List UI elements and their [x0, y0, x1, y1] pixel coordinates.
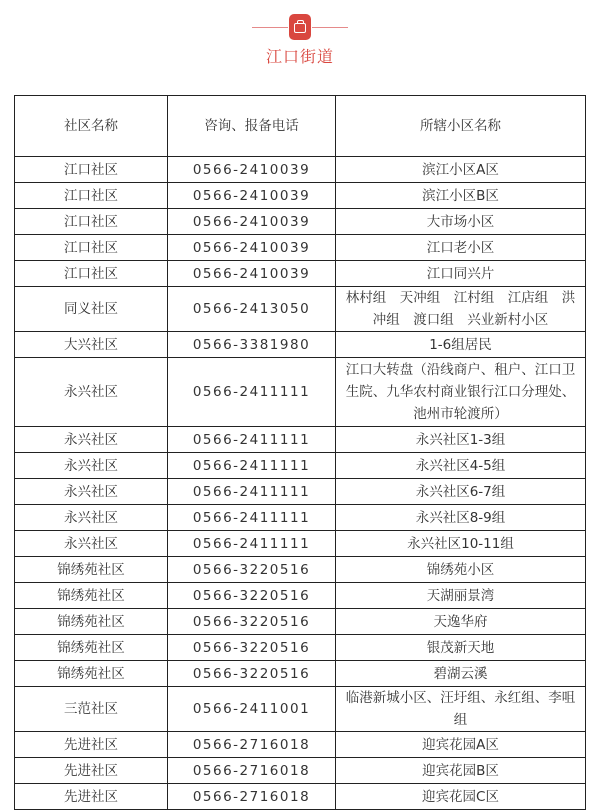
subdistrict-cell: 江口老小区	[336, 235, 586, 261]
phone-cell: 0566-3220516	[168, 557, 336, 583]
subdistrict-cell: 江口大转盘（沿线商户、租户、江口卫生院、九华农村商业银行江口分理处、池州市轮渡所）	[336, 358, 586, 427]
table-row	[15, 427, 586, 453]
subdistrict-cell: 永兴社区8-9组	[336, 505, 586, 531]
table-row	[15, 287, 586, 332]
phone-cell: 0566-2410039	[168, 261, 336, 287]
table-row	[15, 157, 586, 183]
community-name-cell: 同义社区	[15, 287, 168, 332]
community-name-cell: 大兴社区	[15, 332, 168, 358]
subdistrict-cell: 大市场小区	[336, 209, 586, 235]
community-name-cell: 永兴社区	[15, 453, 168, 479]
subdistrict-cell: 滨江小区B区	[336, 183, 586, 209]
table-row	[15, 531, 586, 557]
page-title: 江口街道	[265, 47, 334, 66]
community-name-cell: 永兴社区	[15, 505, 168, 531]
subdistrict-cell: 锦绣苑小区	[336, 557, 586, 583]
column-header-subdistricts: 所辖小区名称	[336, 96, 586, 157]
table-row	[15, 209, 586, 235]
community-name-cell: 先进社区	[15, 784, 168, 810]
table-row	[15, 758, 586, 784]
subdistrict-cell: 银茂新天地	[336, 635, 586, 661]
table-row	[15, 505, 586, 531]
community-name-cell: 江口社区	[15, 235, 168, 261]
table-row	[15, 661, 586, 687]
table-row	[15, 358, 586, 427]
table-row	[15, 332, 586, 358]
community-name-cell: 永兴社区	[15, 358, 168, 427]
phone-cell: 0566-3381980	[168, 332, 336, 358]
community-name-cell: 永兴社区	[15, 427, 168, 453]
table-header-row	[15, 96, 586, 157]
phone-cell: 0566-2410039	[168, 157, 336, 183]
phone-cell: 0566-2411001	[168, 687, 336, 732]
subdistrict-cell: 林村组 天冲组 江村组 江店组 洪冲组 渡口组 兴业新村小区	[336, 287, 586, 332]
community-name-cell: 锦绣苑社区	[15, 661, 168, 687]
community-name-cell: 锦绣苑社区	[15, 635, 168, 661]
community-name-cell: 永兴社区	[15, 479, 168, 505]
community-name-cell: 锦绣苑社区	[15, 583, 168, 609]
phone-cell: 0566-2410039	[168, 209, 336, 235]
community-name-cell: 先进社区	[15, 732, 168, 758]
subdistrict-cell: 碧湖云溪	[336, 661, 586, 687]
header-badge	[289, 14, 311, 40]
community-name-cell: 先进社区	[15, 758, 168, 784]
header-rule-right	[312, 27, 348, 28]
table-row	[15, 583, 586, 609]
subdistrict-cell: 天逸华府	[336, 609, 586, 635]
phone-cell: 0566-2411111	[168, 453, 336, 479]
community-name-cell: 锦绣苑社区	[15, 609, 168, 635]
table-row	[15, 635, 586, 661]
subdistrict-cell: 永兴社区4-5组	[336, 453, 586, 479]
community-contact-table	[14, 95, 586, 810]
community-name-cell: 江口社区	[15, 209, 168, 235]
phone-cell: 0566-2411111	[168, 358, 336, 427]
subdistrict-cell: 天湖丽景湾	[336, 583, 586, 609]
header-rule-left	[252, 27, 288, 28]
subdistrict-cell: 迎宾花园B区	[336, 758, 586, 784]
subdistrict-cell: 1-6组居民	[336, 332, 586, 358]
table-row	[15, 261, 586, 287]
table-row	[15, 183, 586, 209]
table-row	[15, 732, 586, 758]
building-icon	[294, 23, 306, 33]
table-row	[15, 687, 586, 732]
column-header-community: 社区名称	[15, 96, 168, 157]
community-name-cell: 江口社区	[15, 261, 168, 287]
phone-cell: 0566-3220516	[168, 583, 336, 609]
community-name-cell: 江口社区	[15, 183, 168, 209]
subdistrict-cell: 江口同兴片	[336, 261, 586, 287]
table-row	[15, 235, 586, 261]
subdistrict-cell: 迎宾花园A区	[336, 732, 586, 758]
phone-cell: 0566-2716018	[168, 732, 336, 758]
subdistrict-cell: 永兴社区6-7组	[336, 479, 586, 505]
phone-cell: 0566-2411111	[168, 427, 336, 453]
table-row	[15, 784, 586, 810]
phone-cell: 0566-2411111	[168, 505, 336, 531]
subdistrict-cell: 滨江小区A区	[336, 157, 586, 183]
community-name-cell: 三范社区	[15, 687, 168, 732]
table-row	[15, 453, 586, 479]
phone-cell: 0566-2716018	[168, 784, 336, 810]
phone-cell: 0566-2411111	[168, 531, 336, 557]
phone-cell: 0566-3220516	[168, 635, 336, 661]
phone-cell: 0566-3220516	[168, 661, 336, 687]
phone-cell: 0566-2411111	[168, 479, 336, 505]
subdistrict-cell: 永兴社区10-11组	[336, 531, 586, 557]
column-header-phone: 咨询、报备电话	[168, 96, 336, 157]
community-name-cell: 永兴社区	[15, 531, 168, 557]
table-row	[15, 557, 586, 583]
phone-cell: 0566-2410039	[168, 183, 336, 209]
phone-cell: 0566-3220516	[168, 609, 336, 635]
phone-cell: 0566-2716018	[168, 758, 336, 784]
page-header	[0, 0, 600, 80]
subdistrict-cell: 迎宾花园C区	[336, 784, 586, 810]
phone-cell: 0566-2410039	[168, 235, 336, 261]
subdistrict-cell: 永兴社区1-3组	[336, 427, 586, 453]
phone-cell: 0566-2413050	[168, 287, 336, 332]
community-name-cell: 江口社区	[15, 157, 168, 183]
table-row	[15, 479, 586, 505]
table-row	[15, 609, 586, 635]
subdistrict-cell: 临港新城小区、汪圩组、永红组、李咀组	[336, 687, 586, 732]
community-name-cell: 锦绣苑社区	[15, 557, 168, 583]
